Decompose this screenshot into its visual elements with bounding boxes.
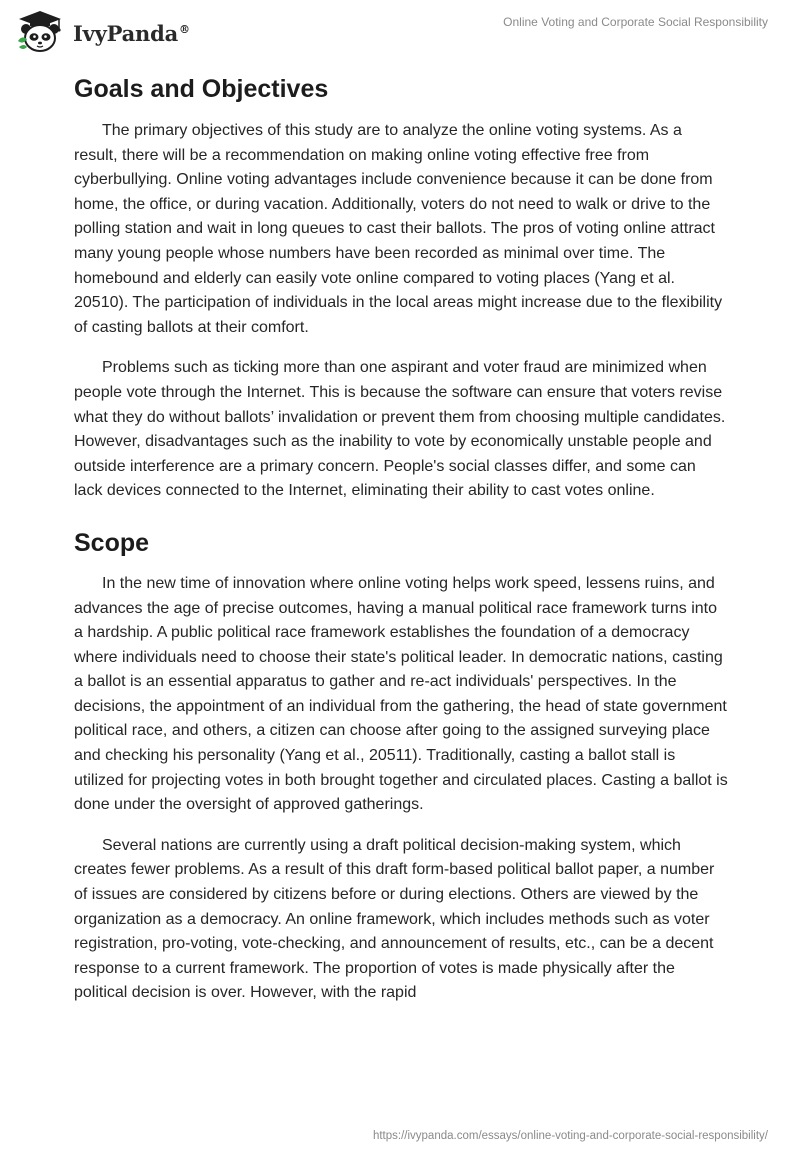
page-header xyxy=(0,0,800,64)
source-url[interactable]: https://ivypanda.com/essays/online-voting-and-corporate-social-responsibility/ xyxy=(372,1130,768,1142)
brand-name: IvyPanda® xyxy=(73,20,190,46)
panda-graduate-icon xyxy=(14,9,66,53)
document-title: Online Voting and Corporate Social Responsibility xyxy=(503,15,768,29)
paragraph: The primary objectives of this study are to analyze the online voting systems. As a result, there will be a recommendation on making online voting effective free from cyberbullying. Online voting advantages include convenience because it can be done from home, the office, or during vacation. Additionally, voters do not need to walk or drive to the polling station and wait in long queues to cast their ballots. The pros of voting online attract many young people whose numbers have been recorded as minimal over time. The homebound and elderly can easily vote online compared to voting places (Yang et al. 20510). The participation of individuals in the local areas might increase due to the flexibility of casting ballots at their comfort. xyxy=(74,122,723,336)
section-heading-scope: Scope xyxy=(74,528,150,557)
paragraph: Problems such as ticking more than one aspirant and voter fraud are minimized when people vote through the Internet. This is because the software can ensure that voters revise what they do without ballots’ invalidation or prevent them from choosing multiple candidates. However, disadvantages such as the inability to vote by economically unstable people and outside interference are a primary concern. People's social classes differ, and some can lack devices connected to the Internet, eliminating their ability to cast votes online. xyxy=(74,359,726,500)
section-heading-goals: Goals and Objectives xyxy=(74,75,329,103)
brand-registered-mark: ® xyxy=(179,22,190,36)
brand-logo[interactable] xyxy=(14,9,190,53)
paragraph: In the new time of innovation where online voting helps work speed, lessens ruins, and advances the age of precise outcomes, having a manual political race framework turns into a hardship. A public political race framework establishes the foundation of a democracy where individuals need to choose their state's political leader. In democratic nations, casting a ballot is an essential apparatus to gather and re-act individuals' perspectives. In the decisions, the appointment of an individual from the gathering, the head of state government political race, and others, a citizen can choose after going to the assigned surveying place and checking his personality (Yang et al., 20511). Traditionally, casting a ballot stall is utilized for projecting votes in both brought together and circulated places. Casting a ballot is done under the oversight of approved gatherings. xyxy=(74,574,728,814)
essay-content xyxy=(74,70,728,1006)
paragraph: Several nations are currently using a draft political decision-making system, which creates fewer problems. As a result of this draft form-based political ballot paper, a number of issues are considered by citizens before or during elections. Others are viewed by the organization as a democracy. An online framework, which includes methods such as voter registration, pro-voting, vote-checking, and announcement of results, etc., can be a decent response to a current framework. The proportion of votes is made physically after the political decision is over. However, with the rapid xyxy=(74,836,715,1002)
